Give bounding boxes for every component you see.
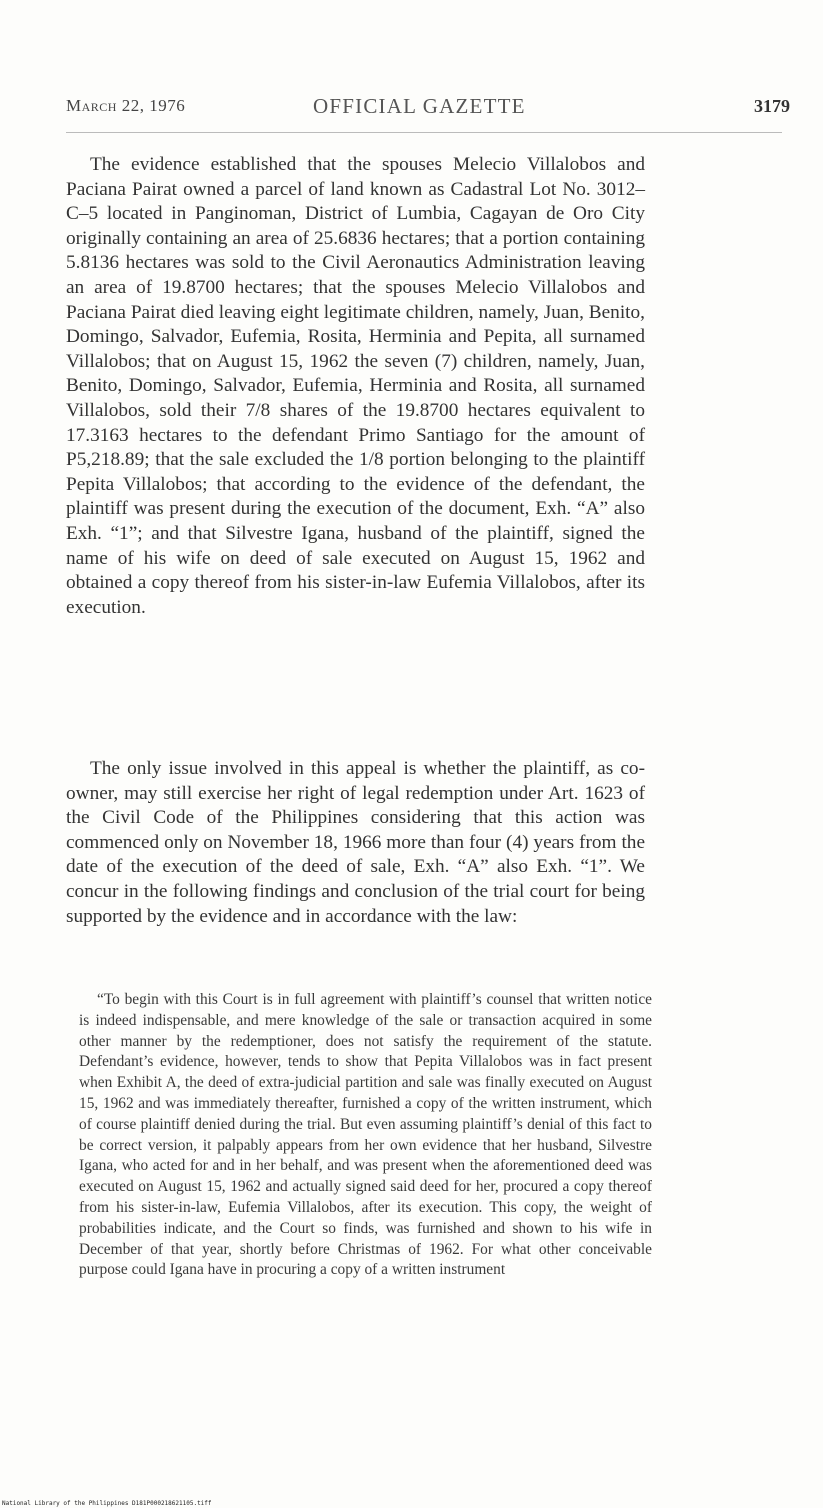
body-paragraph-issue: The only issue involved in this appeal is whether the plaintiff, as co-owner, may still exercise her right of legal redemption under Art. 1623 of the Civil Code of the Philippines considering that this action was commenced only on November 18, 1966 more than four (4) years from the date of the execution of the deed of sale, Exh. “A” also Exh. “1”. We concur in the following findings and conclusion of the trial court for being supported by the evidence and in accordance with the law: (66, 758, 645, 927)
body-paragraph-evidence: The evidence established that the spouses Melecio Villalobos and Paciana Pairat owned a parcel of land known as Cadastral Lot No. 3012–C–5 located in Panginoman, District of Lumbia, Cagayan de Oro City originally containing an area of 25.6836 hectares; that a portion containing 5.8136 hectares was sold to the Civil Aeronautics Administration leaving an area of 19.8700 hectares; that the spouses Melecio Villalobos and Paciana Pairat died leaving eight legitimate children, namely, Juan, Benito, Domingo, Salvador, Eufemia, Rosita, Herminia and Pepita, all surnamed Villalobos; that on August 15, 1962 the seven (7) children, namely, Juan, Benito, Domingo, Salvador, Eufemia, Herminia and Rosita, all surnamed Villalobos, sold their 7/8 shares of the 19.8700 hectares equivalent to 17.3163 hectares to the defendant Primo Santiago for the amount of P5,218.89; that the sale excluded the 1/8 portion belonging to the plaintiff Pepita Villalobos; that according to the evidence of the defendant, the plaintiff was present during the execution of the document, Exh. “A” also Exh. “1”; and that Silvestre Igana, husband of the plaintiff, signed the name of his wife on deed of sale executed on August 15, 1962 and obtained a copy thereof from his sister-in-law Eufemia Villalobos, after its execution. (66, 154, 645, 618)
block-quote-trial-court: “To begin with this Court is in full agreement with plaintiff’s counsel that written notice is indeed indispensable, and mere knowledge of the sale or transaction acquired in some other manner by the redemptioner, does not satisfy the requirement of the statute. Defendant’s evidence, however, tends to show that Pepita Villalobos was in fact present when Exhibit A, the deed of extra-judicial partition and sale was finally executed on August 15, 1962 and was immediately thereafter, furnished a copy of the written instrument, which of course plaintiff denied during the trial. But even assuming plaintiff’s denial of this fact to be correct version, it palpably appears from her own evidence that her husband, Silvestre Igana, who acted for and in her behalf, and was present when the aforementioned deed was executed on August 15, 1962 and actually signed said deed for her, procured a copy thereof from his sister-in-law, Eufemia Villalobos, after its execution. This copy, the weight of probabilities indicate, and the Court so finds, was furnished and shown to his wife in December of that year, shortly before Christmas of 1962. For what other conceivable purpose could Igana have in procuring a copy of a written instrument (79, 991, 652, 1279)
publication-title: OFFICIAL GAZETTE (313, 94, 526, 118)
scan-footer-label: National Library of the Philippines D181P000218621105.tiff (2, 1500, 212, 1507)
page-number: 3179 (754, 96, 790, 116)
header-rule (66, 132, 782, 133)
issue-date: March 22, 1976 (66, 96, 186, 115)
running-head (66, 96, 790, 124)
